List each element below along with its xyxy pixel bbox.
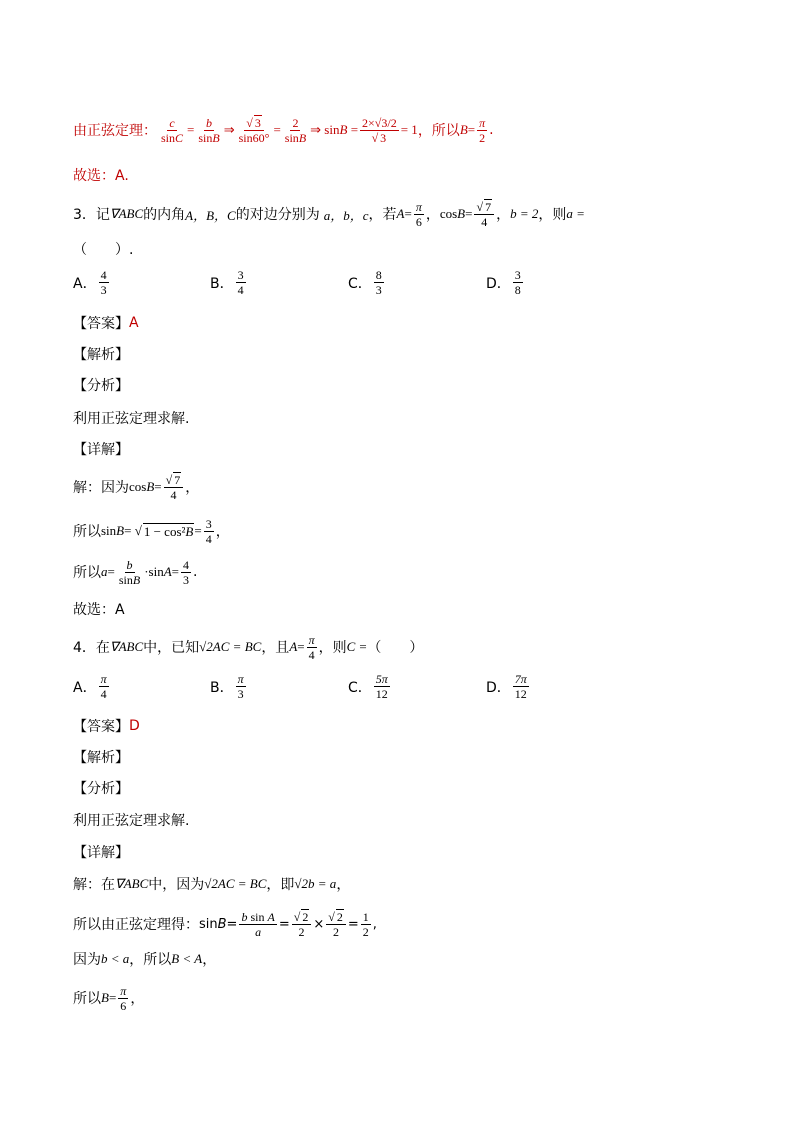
derivation-conclusion: ，所以 — [417, 123, 460, 139]
q4-option-c[interactable]: C． $\frac{5\pi}{12}$ — [348, 672, 388, 701]
q4-sol-1: 解：在 ∇ABC 中，因为 √2AC = BC ，即 √2b = a ， — [73, 876, 351, 893]
derivation-B-var: B — [459, 122, 468, 137]
q4-triangle: ∇ABC — [109, 639, 144, 654]
q4-answer — [73, 711, 140, 741]
q4-text1: 中，已知 — [143, 640, 200, 656]
q3-sol-3: 所以 a = $\frac{b}{\sin B}$ ·sin A = $\frac{4}{3}$ . — [73, 557, 198, 587]
q4-fenxi: 【分析】 — [73, 781, 129, 797]
frac-b-sinB: $\frac{b}{\sin B}$ — [198, 115, 220, 145]
frac-pi-2: $\frac{\pi}{2}$ — [479, 115, 486, 145]
question-3-stem: 3．记 ∇ABC 的内角 A，B，C 的对边分别为 a，b，c ，若 A = $\frac{\pi}{6}$ ， cos B = $\frac{√ 7}{4}$ ， b = 2 ，则 a = — [73, 199, 585, 229]
q3-cond-cosB: cos B = $\frac{√ 7}{4}$ — [440, 200, 496, 229]
q3-sides: a，b，c — [323, 207, 369, 223]
q3-sol-2: 所以 sin B = √ 1 − cos²B = $\frac{3}{4}$ ， — [73, 516, 230, 546]
q3-text4: ，则 — [538, 207, 567, 223]
derivation-formula: $\frac{c}{\sin C}$ = $\frac{b}{\sin B}$ ⇒ $\frac{√ 3}{\sin 60^\circ}$ = $\frac{2}{\sin B}$ ⇒ sinB = $\frac{2\times√3/2}{√ 3}$ = 1 — [161, 115, 418, 145]
answer-value: A — [129, 315, 139, 331]
answer-tag: 【答案】 — [73, 719, 129, 735]
q4-sol-2: 所以由正弦定理得： sin B = $\frac{\text{b sin A}}{a}$ = $\frac{√ 2}{2}$ × $\frac{√ 2}{2}$ = $\frac{1}{2}$ , — [73, 909, 377, 939]
q4-text3: ，则 — [318, 640, 347, 656]
q4-sol-4: 所以 B = $\frac{\pi}{6}$ ， — [73, 983, 145, 1013]
q3-sol-1: 解：因为 cos B = $\frac{√ 7}{4}$ ， — [73, 472, 200, 502]
answer-value: D — [129, 718, 140, 734]
q4-number: 4．在 — [73, 640, 110, 656]
frac-sqrt3-sin60: $\frac{√ 3}{\sin 60^\circ}$ — [238, 115, 270, 145]
q4-cond-A: A = $\frac{\pi}{4}$ — [289, 632, 315, 662]
q3-paren: （ ）. — [73, 242, 134, 258]
derivation-label: 由正弦定理： — [73, 123, 157, 139]
q3-ask: a = — [566, 206, 585, 221]
q3-xiangjie: 【详解】 — [73, 442, 129, 458]
q3-option-c[interactable]: C． $\frac{8}{3}$ — [348, 268, 382, 297]
q4-option-b[interactable]: B． $\frac{\pi}{3}$ — [210, 672, 244, 701]
derivation-dot: . — [489, 122, 494, 138]
q3-cond-A: A = $\frac{\pi}{6}$ — [396, 199, 422, 229]
sine-law-derivation — [73, 110, 494, 150]
q3-jiexi: 【解析】 — [73, 347, 129, 363]
q3-option-a[interactable]: A． $\frac{4}{3}$ — [73, 268, 107, 297]
q4-jiexi: 【解析】 — [73, 750, 129, 766]
choice-line-1 — [73, 160, 129, 190]
q3-cond-b: b = 2 — [510, 206, 539, 221]
frac-sinB-value: $\frac{2\times√3/2}{√ 3}$ — [362, 115, 397, 145]
q3-angles: A，B，C — [185, 207, 236, 223]
q3-method: 利用正弦定理求解. — [73, 411, 190, 427]
frac-c-sinC: $\frac{c}{\sin C}$ — [161, 115, 184, 145]
derivation-eq: = — [467, 122, 476, 137]
q3-text3: ，若 — [368, 207, 397, 223]
q4-ask: C = — [346, 639, 368, 654]
q3-text1: 的内角 — [143, 207, 186, 223]
q4-sol-3: 因为 b < a ，所以 B < A ， — [73, 951, 217, 968]
q3-option-d[interactable]: D． $\frac{3}{8}$ — [486, 268, 521, 297]
choice-text: 故选：A. — [73, 168, 129, 184]
q3-paren-line — [73, 234, 133, 264]
q3-triangle: ∇ABC — [109, 206, 144, 221]
q3-number: 3．记 — [73, 207, 110, 223]
q4-option-a[interactable]: A． $\frac{\pi}{4}$ — [73, 672, 107, 701]
q3-answer — [73, 308, 139, 338]
frac-2-sinB: $\frac{2}{\sin B}$ — [284, 115, 307, 145]
q3-text2: 的对边分别为 — [235, 207, 320, 223]
q4-text2: ，且 — [261, 640, 290, 656]
q4-option-d[interactable]: D． $\frac{7\pi}{12}$ — [486, 672, 527, 701]
question-4-stem — [73, 628, 423, 666]
q3-choice: 故选：A — [73, 602, 125, 618]
answer-tag: 【答案】 — [73, 316, 129, 332]
q3-fenxi: 【分析】 — [73, 378, 129, 394]
q4-method: 利用正弦定理求解. — [73, 813, 190, 829]
q3-option-b[interactable]: B． $\frac{3}{4}$ — [210, 268, 244, 297]
q4-xiangjie: 【详解】 — [73, 845, 129, 861]
q4-cond: √2AC = BC — [199, 639, 262, 654]
q4-paren: （ ） — [367, 640, 424, 656]
